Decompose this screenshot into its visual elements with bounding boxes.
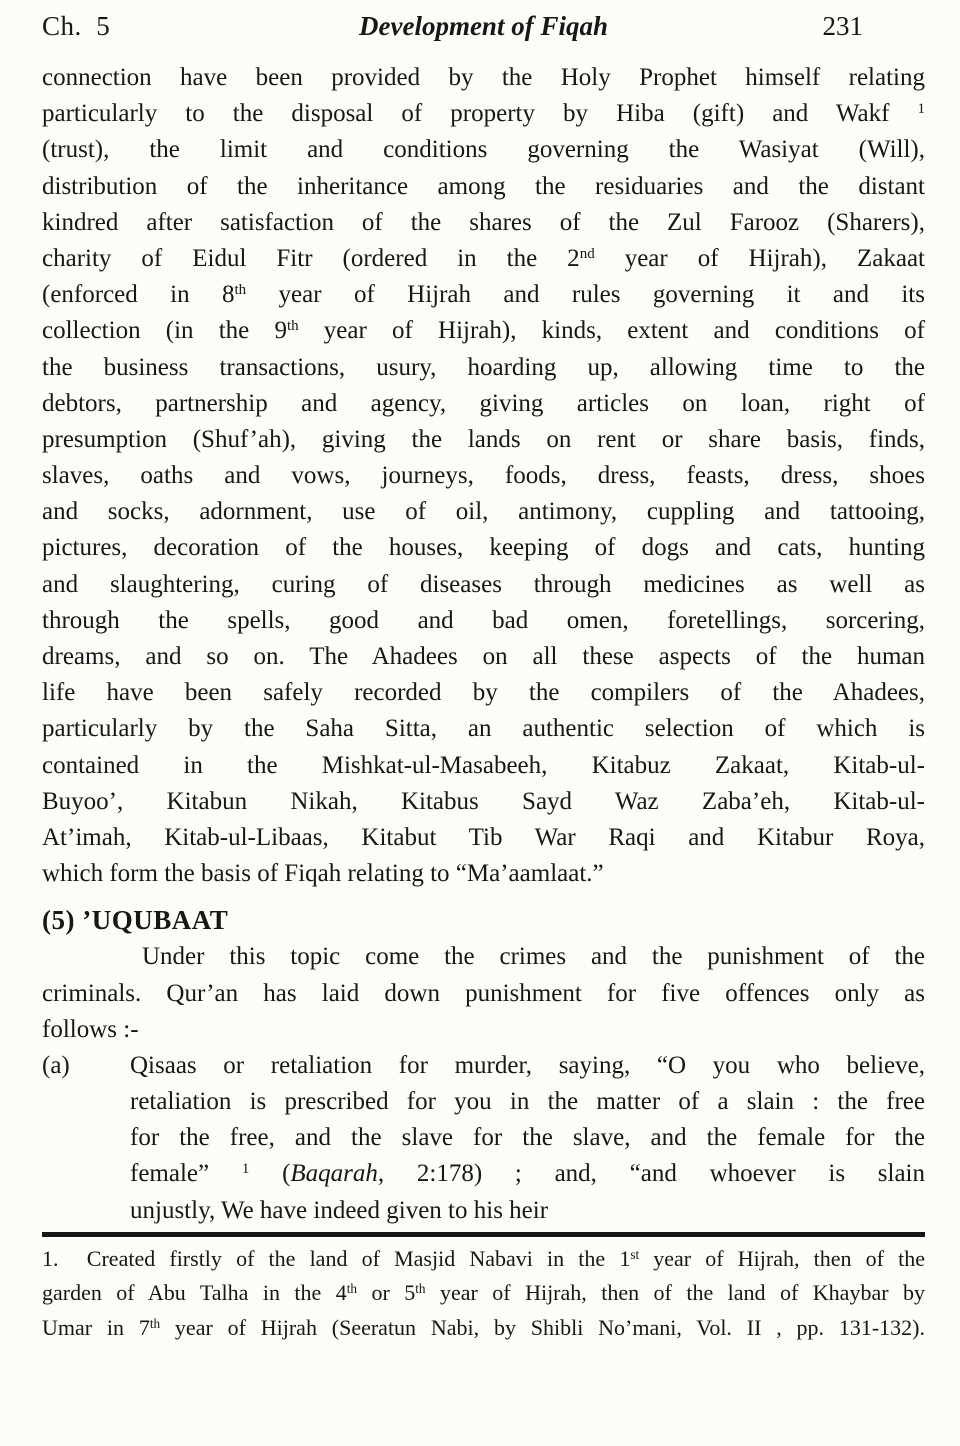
superscript-marker: st — [630, 1246, 640, 1262]
text-line: and socks, adornment, use of oil, antimony, cuppling and tattooing, — [42, 498, 925, 526]
text-line: dreams, and so on. The Ahadees on all these aspects of the human — [42, 643, 925, 670]
chapter-label: Ch. 5 — [42, 11, 111, 41]
text-line: Qisaas or retaliation for murder, saying, “O you who believe, — [130, 1051, 925, 1079]
text-line: presumption (Shuf’ah), giving the lands on rent or share basis, finds, — [42, 425, 925, 453]
list-item-marker: (a) — [42, 1051, 70, 1079]
superscript-marker: th — [286, 318, 299, 335]
text-line: connection have been provided by the Holy Prophet himself relating — [42, 64, 925, 91]
text-line: which form the basis of Fiqah relating to “Ma’aamlaat.” — [42, 860, 604, 888]
superscript-marker: th — [234, 281, 247, 298]
running-title: Development of Fiqah — [359, 11, 608, 41]
text-line: At’imah, Kitab-ul-Libaas, Kitabut Tib War Raqi and Kitabur Roya, — [42, 823, 925, 851]
superscript-marker: th — [149, 1315, 161, 1331]
superscript-marker: 1 — [917, 100, 925, 117]
text-line: and slaughtering, curing of diseases through medicines as well as — [42, 570, 925, 598]
text-line: debtors, partnership and agency, giving articles on loan, right of — [42, 389, 925, 417]
text-line: (trust), the limit and conditions governing the Wasiyat (Will), — [42, 136, 925, 164]
text-line: slaves, oaths and vows, journeys, foods, dress, feasts, dress, shoes — [42, 462, 925, 490]
superscript-marker: 1 — [241, 1161, 250, 1178]
text-line: 1. Created firstly of the land of Masjid Nabavi in the 1st year of Hijrah, then of the — [42, 1245, 926, 1271]
text-line: unjustly, We have indeed given to his heir — [130, 1196, 549, 1224]
section-heading: (5) ’UQUBAAT — [42, 905, 229, 936]
text-line: (enforced in 8th year of Hijrah and rules governing it and its — [42, 281, 925, 309]
text-line: female” $^1$ (Baqarah, 2:178) ; and, “and whoever is slain — [130, 1160, 926, 1188]
text-line: collection (in the 9th year of Hijrah), kinds, extent and conditions of — [42, 317, 925, 345]
text-line: Buyoo’, Kitabun Nikah, Kitabus Sayd Waz Zaba’eh, Kitab-ul- — [42, 787, 925, 815]
text-line: pictures, decoration of the houses, keeping of dogs and cats, hunting — [42, 534, 925, 562]
text-line: criminals. Qur’an has laid down punishment for five offences only as — [42, 979, 925, 1007]
text-line: for the free, and the slave for the slave, and the female for the — [130, 1124, 925, 1152]
text-line: Umar in 7th year of Hijrah (Seeratun Nabi, by Shibli No’mani, Vol. II , pp. 131-132). — [42, 1315, 926, 1340]
paragraph-uqubaat — [42, 939, 925, 1048]
superscript-marker: th — [415, 1281, 426, 1297]
superscript-marker: th — [346, 1281, 357, 1297]
text-line: particularly by the Saha Sitta, an authentic selection of which is — [42, 715, 925, 743]
text-line: through the spells, good and bad omen, foretellings, sorcering, — [42, 606, 925, 634]
text-line: follows :- — [42, 1015, 139, 1043]
paragraph-continuation — [42, 60, 925, 892]
footnote — [42, 1242, 925, 1346]
text-line: particularly to the disposal of property by Hiba (gift) and Wakf $^1$ — [42, 100, 925, 128]
superscript-marker: nd — [579, 245, 595, 262]
text-line: garden of Abu Talha in the 4th or 5th year of Hijrah, then of the land of Khaybar by — [42, 1280, 925, 1306]
text-line: the business transactions, usury, hoarding up, allowing time to the — [42, 353, 925, 381]
text-line: life have been safely recorded by the compilers of the Ahadees, — [42, 679, 925, 707]
page-number: 231 — [822, 11, 863, 41]
text-line: charity of Eidul Fitr (ordered in the 2nd year of Hijrah), Zakaat — [42, 244, 925, 272]
text-line: kindred after satisfaction of the shares of the Zul Farooz (Sharers), — [42, 208, 925, 236]
list-item-a — [42, 1048, 925, 1229]
text-line: distribution of the inheritance among the residuaries and the distant — [42, 172, 925, 200]
text-line: retaliation is prescribed for you in the matter of a slain : the free — [130, 1088, 925, 1116]
page-header — [42, 8, 925, 44]
footnote-separator-rule — [42, 1232, 925, 1237]
text-line: contained in the Mishkat-ul-Masabeeh, Kitabuz Zakaat, Kitab-ul- — [42, 751, 925, 779]
emphasis-text: Baqarah — [290, 1160, 378, 1188]
text-line: Under this topic come the crimes and the punishment of the — [142, 943, 925, 971]
list-item-text — [42, 1048, 925, 1229]
